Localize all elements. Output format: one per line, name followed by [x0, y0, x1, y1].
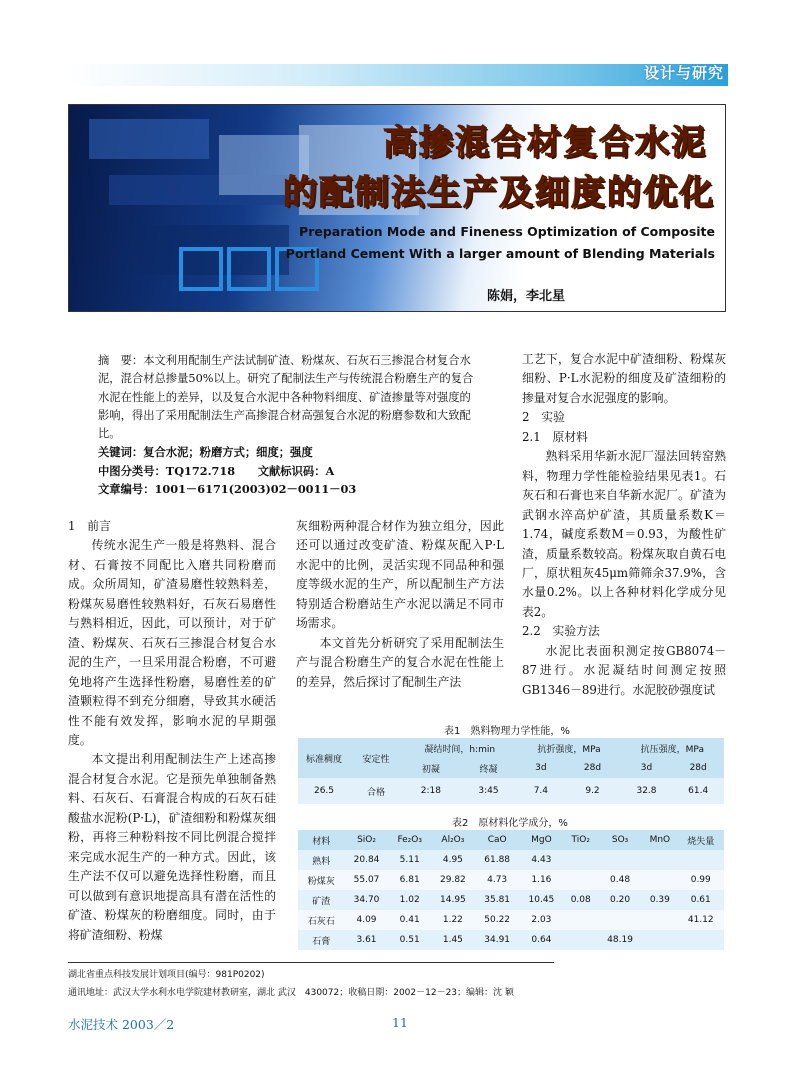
table-cell: 7.4: [533, 786, 549, 796]
english-title-2: Portland Cement With a larger amount of Blending Materials: [285, 246, 715, 261]
table-row: [298, 778, 724, 804]
table-cell: [598, 910, 642, 930]
table-cell: [678, 850, 725, 870]
table-row: [298, 850, 724, 870]
table-cell: 0.51: [399, 935, 420, 945]
table-cell: 41.12: [687, 915, 714, 925]
table-cell: 29.82: [440, 875, 466, 885]
table1-header: 凝结时间，h:min: [424, 744, 496, 755]
paragraph: 本文首先分析研究了采用配制法生产与混合粉磨生产的复合水泥在性能上的差异，然后探讨了配制生产法: [296, 635, 504, 689]
paragraph: 工艺下，复合水泥中矿渣细粉、粉煤灰细粉、P·L水泥粉的细度及矿渣细粉的掺量对复合水泥强度的影响。: [522, 352, 726, 405]
table-cell: 32.8: [636, 786, 657, 796]
table-cell: 35.81: [484, 895, 511, 905]
authors: 陈娟，李北星: [486, 289, 565, 304]
table1-header: 安定性: [362, 754, 390, 765]
table-cell: 粉煤灰: [307, 876, 335, 887]
footnote-fund: 湖北省重点科技发展计划项目(编号：981P0202): [68, 970, 265, 980]
table-cell: 熟料: [312, 856, 331, 867]
table-cell: [642, 870, 677, 890]
table-cell: 4.73: [487, 875, 508, 885]
table-cell: 3:45: [478, 786, 499, 796]
table-1: [298, 738, 724, 804]
subsection-heading-method: 2.2 实验方法: [522, 624, 600, 639]
table2-header: CaO: [487, 835, 507, 845]
page-number: 11: [392, 1015, 408, 1030]
table-cell: 61.4: [688, 786, 709, 796]
english-title-1: Preparation Mode and Fineness Optimization of Composite: [299, 224, 715, 239]
table-cell: 14.95: [440, 895, 466, 905]
footnote-divider: [68, 962, 554, 963]
paragraph: 熟料采用华新水泥厂湿法回转窑熟料，物理力学性能检验结果见表1。石灰石和石膏也来自华新水泥厂。矿渣为武钢水淬高炉矿渣，其质量系数K＝1.74，碱度系数M＝0.93，为酸性矿渣，质量系数较高。粉煤灰取自黄石电厂，原状粗灰45μm筛筛余37.9%，含水量0.2%。以上各种材料化学成分见表2。: [522, 449, 726, 619]
table-cell: 1.22: [442, 915, 463, 925]
paragraph: 水泥比表面积测定按GB8074－87进行。水泥凝结时间测定按照GB1346－89进行。水泥胶砂强度试: [522, 643, 726, 697]
table2-header: Al₂O₃: [441, 835, 465, 845]
column-2: [296, 517, 504, 692]
table-cell: 26.5: [313, 786, 335, 796]
table-cell: 2:18: [420, 786, 441, 796]
table2-header: Fe₂O₃: [397, 835, 422, 845]
table-cell: [564, 870, 598, 890]
table-cell: 4.43: [531, 855, 552, 865]
table2-header: MnO: [649, 835, 671, 845]
table-cell: 5.11: [399, 855, 420, 865]
table-cell: 0.39: [649, 895, 670, 905]
table-cell: 61.88: [484, 855, 511, 865]
table2-caption: 表2 原材料化学成分，%: [452, 818, 568, 829]
table-2: [298, 830, 724, 950]
table2-header: MgO: [531, 835, 552, 845]
table-cell: 0.08: [570, 895, 591, 905]
table-cell: 10.45: [528, 895, 555, 905]
table-cell: 石灰石: [307, 916, 335, 927]
table-cell: [642, 850, 677, 870]
table-cell: 55.07: [353, 875, 380, 885]
table-cell: [678, 930, 725, 950]
article-number: 文章编号：1001－6171(2003)02－0011－03: [98, 482, 357, 497]
keywords: 关键词：复合水泥；粉磨方式；细度；强度: [98, 445, 313, 460]
table-cell: 34.91: [484, 935, 511, 945]
table-cell: 0.48: [610, 875, 631, 885]
table-cell: 1.16: [531, 875, 552, 885]
table-cell: 石膏: [312, 936, 331, 947]
table-row: [298, 890, 724, 910]
footnote-address: 通讯地址：武汉大学水利水电学院建材教研室，湖北 武汉 430072；收稿日期：2002－12－23；编辑：沈 颖: [68, 988, 514, 998]
table-cell: 48.19: [607, 935, 633, 945]
table2-header-row: [298, 830, 724, 850]
table-cell: 6.81: [399, 875, 420, 885]
table-cell: 50.22: [484, 915, 511, 925]
title-banner: [68, 104, 726, 312]
table-row: [298, 870, 724, 890]
table-cell: 0.61: [690, 895, 711, 905]
table2-header: SO₃: [611, 835, 629, 845]
table-cell: 1.45: [442, 935, 463, 945]
table-cell: 20.84: [353, 855, 380, 865]
table2-header: TiO₂: [571, 835, 590, 845]
table-cell: 9.2: [585, 786, 600, 796]
table-cell: [642, 930, 677, 950]
table2-header: SiO₂: [357, 835, 376, 845]
abstract-block: [98, 352, 476, 498]
table1-subheader: 终凝: [479, 764, 498, 775]
table-cell: [564, 850, 598, 870]
column-1: [68, 517, 276, 945]
table-cell: [642, 910, 677, 930]
paragraph: 灰细粉两种混合材作为独立组分，因此还可以通过改变矿渣、粉煤灰配入P·L水泥中的比例，灵活实现不同品种和强度等级水泥的生产，所以配制生产方法特别适合粉磨站生产水泥以满足不同市场需求。: [296, 519, 504, 631]
table-cell: 4.09: [356, 915, 377, 925]
journal-name: 水泥技术 2003／2: [68, 1017, 175, 1032]
table1-caption: 表1 熟料物理力学性能，%: [444, 726, 570, 737]
table1-subheader: 3d: [535, 763, 547, 773]
section-tag: 设计与研究: [643, 64, 724, 82]
table1-subheader: 28d: [583, 763, 602, 773]
table2-header: 材料: [312, 836, 331, 847]
table-cell: 34.70: [353, 895, 380, 905]
table1-subheader: 28d: [689, 763, 707, 773]
table-cell: [564, 910, 598, 930]
classification: 中图分类号：TQ172.718 文献标识码：A: [98, 463, 335, 478]
table-cell: 矿渣: [312, 896, 331, 907]
title-line-2: 的配制法生产及细度的优化: [283, 173, 715, 213]
abstract-text: 摘 要：本文利用配制生产法试制矿渣、粉煤灰、石灰石三掺混合材复合水泥，混合材总掺量50%以上。研究了配制法生产与传统混合粉磨生产的复合水泥在性能上的差异，以及复合水泥中各种物料细度、矿渣掺量等对强度的影响，得出了采用配制法生产高掺混合材高强复合水泥的粉磨参数和大致配比。: [98, 354, 474, 441]
table-cell: [564, 930, 598, 950]
table-row: [298, 930, 724, 950]
table1-header: 标准稠度: [305, 754, 342, 765]
table2-header: 烧失量: [687, 836, 715, 847]
column-3: [522, 350, 726, 700]
table-cell: 4.95: [442, 855, 463, 865]
paragraph: 本文提出利用配制法生产上述高掺混合材复合水泥。它是预先单独制备熟料、石灰石、石膏混合构成的石灰石硅酸盐水泥粉(P·L)，矿渣细粉和粉煤灰细粉，再将三种粉料按不同比例混合搅拌来完成水泥生产的一种方式。因此，该生产法不仅可以避免选择性粉磨，而且可以做到有意识地提高具有潜在活性的矿渣、粉煤灰的粉磨细度。同时，由于将矿渣细粉、粉煤: [68, 752, 276, 942]
header-gradient-bar: [66, 64, 728, 86]
table-cell: 0.99: [690, 875, 711, 885]
table-cell: 2.03: [531, 915, 552, 925]
table1-header: 抗压强度，MPa: [640, 744, 704, 755]
table-row: [298, 910, 724, 930]
section-heading-experiment: 2 实验: [522, 410, 565, 425]
table-cell: [598, 850, 642, 870]
table1-header: 抗折强度，MPa: [537, 744, 601, 755]
table-cell: 3.61: [356, 935, 377, 945]
subsection-heading-materials: 2.1 原材料: [522, 429, 588, 444]
title-line-1: 高掺混合材复合水泥: [383, 123, 707, 163]
table1-subheader: 3d: [640, 763, 653, 773]
table-cell: 0.64: [531, 935, 552, 945]
table-cell: 0.20: [610, 895, 631, 905]
section-heading-intro: 1 前言: [68, 519, 111, 533]
table-cell: 1.02: [399, 895, 420, 905]
table-cell: 0.41: [399, 915, 420, 925]
paragraph: 传统水泥生产一般是将熟料、混合材、石膏按不同配比入磨共同粉磨而成。众所周知，矿渣易磨性较熟料差，粉煤灰易磨性较熟料好，石灰石易磨性与熟料相近，因此，可以预计，对于矿渣、粉煤灰、石灰石三掺混合材复合水泥的生产，一旦采用混合粉磨，不可避免地将产生选择性粉磨，易磨性差的矿渣颗粒得不到充分细磨，导致其水硬活性不能有效发挥，影响水泥的早期强度。: [68, 538, 276, 747]
table-cell: 合格: [366, 787, 385, 798]
table1-subheader: 初凝: [421, 764, 440, 775]
